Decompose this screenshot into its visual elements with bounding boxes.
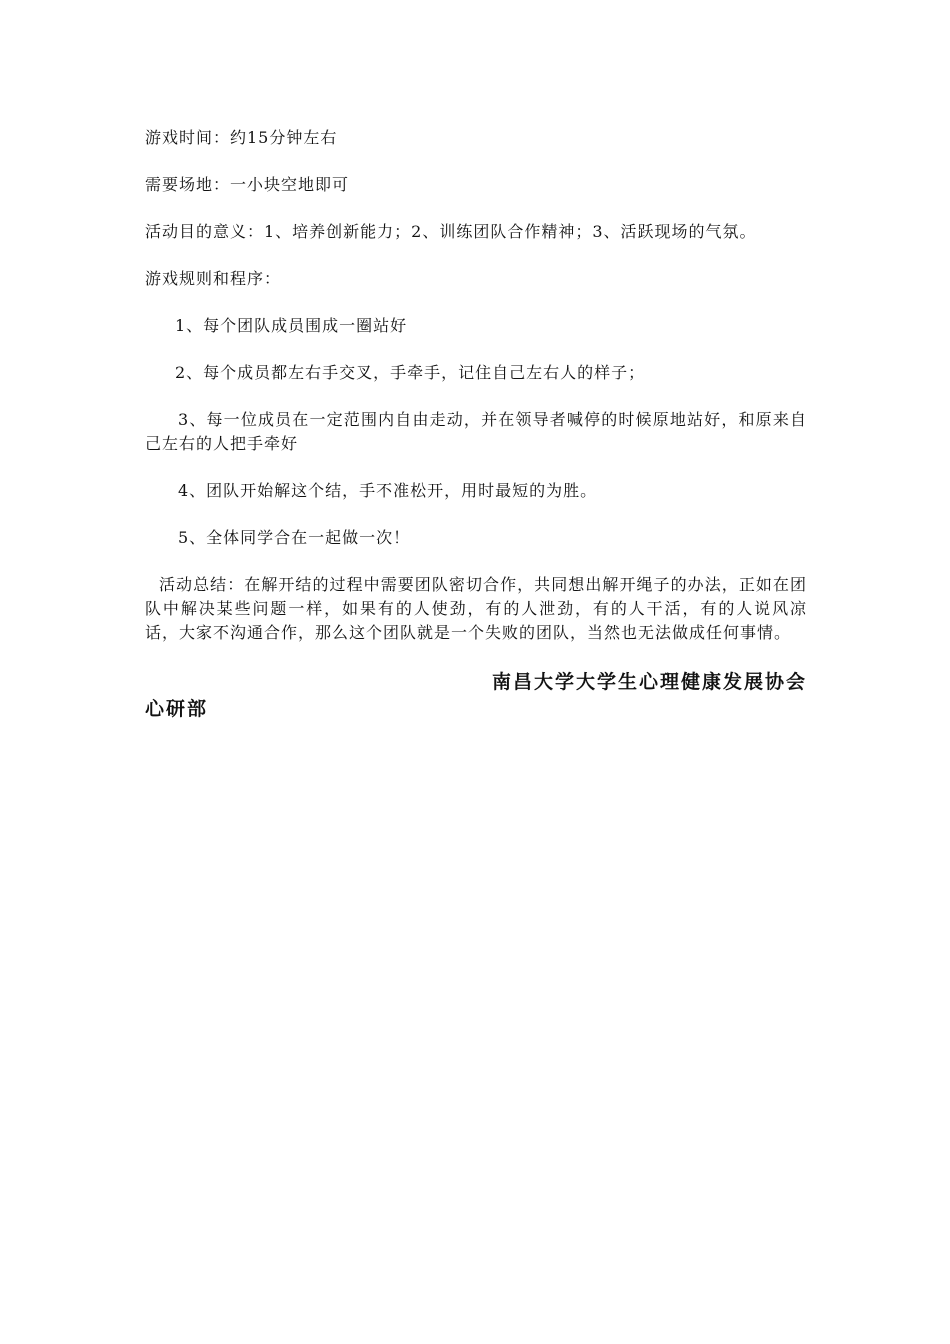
rule-step-2: 2、每个成员都左右手交叉，手牵手，记住自己左右人的样子； bbox=[175, 363, 646, 382]
rule-step-5: 5、全体同学合在一起做一次！ bbox=[178, 528, 411, 547]
purpose-line: 活动目的意义：1、培养创新能力；2、训练团队合作精神；3、活跃现场的气氛。 bbox=[145, 222, 757, 241]
game-time-line: 游戏时间：约15分钟左右 bbox=[145, 128, 338, 147]
venue-line: 需要场地：一小块空地即可 bbox=[145, 175, 350, 194]
document-body bbox=[145, 126, 807, 722]
rule-step-1: 1、每个团队成员围成一圈站好 bbox=[175, 316, 408, 335]
department-name: 心研部 bbox=[145, 698, 209, 720]
rule-step-4: 4、团队开始解这个结，手不准松开，用时最短的为胜。 bbox=[178, 481, 598, 500]
activity-summary: 活动总结：在解开结的过程中需要团队密切合作，共同想出解开绳子的办法，正如在团队中解决某些问题一样，如果有的人使劲，有的人泄劲，有的人干活，有的人说风凉话，大家不沟通合作，那么这个团队就是一个失败的团队，当然也无法做成任何事情。 bbox=[145, 575, 807, 642]
organization-name: 南昌大学大学生心理健康发展协会 bbox=[491, 671, 807, 693]
rules-heading: 游戏规则和程序： bbox=[145, 269, 282, 288]
rule-step-3: 3、每一位成员在一定范围内自由走动，并在领导者喊停的时候原地站好，和原来自己左右的人把手牵好 bbox=[145, 410, 807, 453]
